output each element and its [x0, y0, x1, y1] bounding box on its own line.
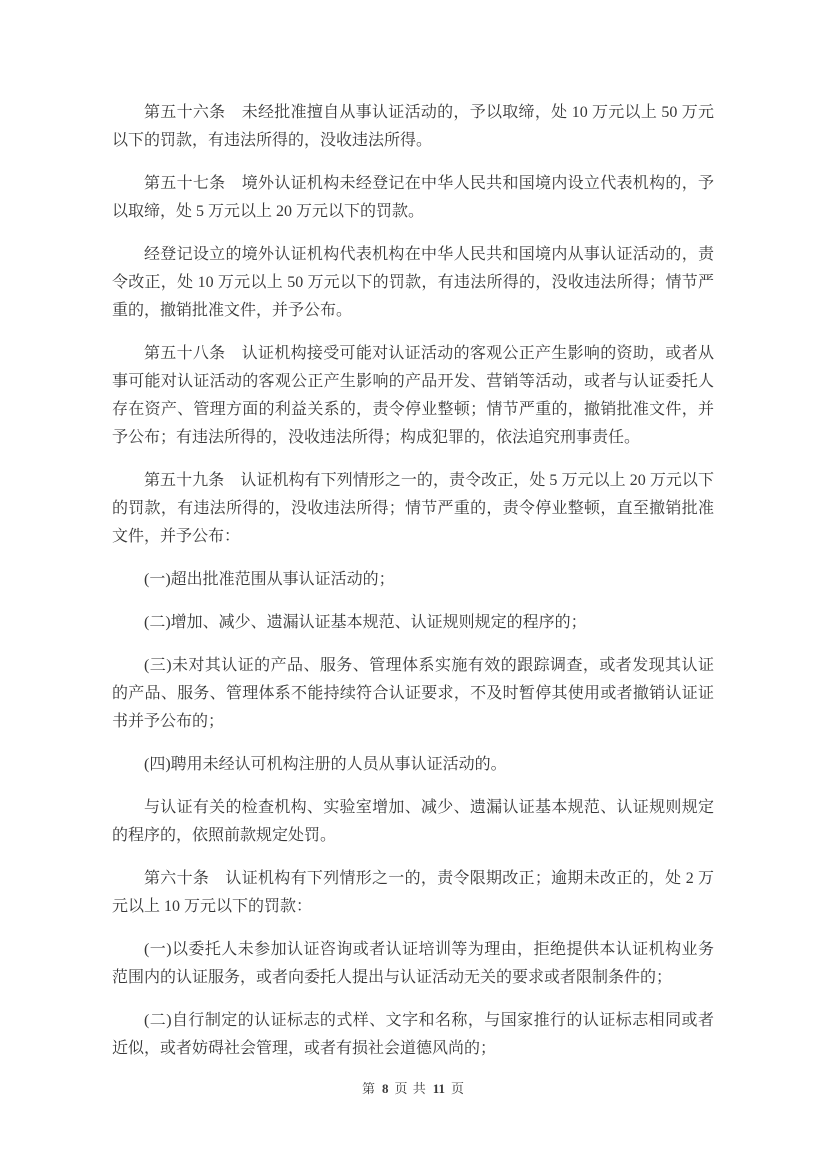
footer-current-page: 8	[381, 1081, 389, 1096]
footer-total-pages: 11	[432, 1081, 446, 1096]
footer-page-suffix: 页	[451, 1081, 466, 1096]
paragraph-article-59: 第五十九条 认证机构有下列情形之一的，责令改正，处 5 万元以上 20 万元以下的罚款，有违法所得的，没收违法所得；情节严重的，责令停业整顿，直至撤销批准文件，并予公布：	[112, 472, 714, 545]
paragraph-article-60-item-2: (二)自行制定的认证标志的式样、文字和名称，与国家推行的认证标志相同或者近似，或者妨碍社会管理，或者有损社会道德风尚的；	[112, 1012, 714, 1057]
paragraph-article-57: 第五十七条 境外认证机构未经登记在中华人民共和国境内设立代表机构的，予以取缔，处 5 万元以上 20 万元以下的罚款。	[112, 175, 714, 220]
paragraph-article-57-para-2: 经登记设立的境外认证机构代表机构在中华人民共和国境内从事认证活动的，责令改正，处 10 万元以上 50 万元以下的罚款，有违法所得的，没收违法所得；情节严重的，撤销批准文件，并予公布。	[112, 246, 714, 319]
paragraph-article-58: 第五十八条 认证机构接受可能对认证活动的客观公正产生影响的资助，或者从事可能对认证活动的客观公正产生影响的产品开发、营销等活动，或者与认证委托人存在资产、管理方面的利益关系的，责令停业整顿；情节严重的，撤销批准文件，并予公布；有违法所得的，没收违法所得；构成犯罪的，依法追究刑事责任。	[112, 345, 714, 446]
paragraph-article-60-item-1: (一)以委托人未参加认证咨询或者认证培训等为理由，拒绝提供本认证机构业务范围内的认证服务，或者向委托人提出与认证活动无关的要求或者限制条件的；	[112, 941, 714, 986]
paragraph-article-56: 第五十六条 未经批准擅自从事认证活动的，予以取缔，处 10 万元以上 50 万元以下的罚款，有违法所得的，没收违法所得。	[112, 104, 714, 149]
footer-pages-middle: 页 共	[394, 1081, 427, 1096]
paragraph-article-60: 第六十条 认证机构有下列情形之一的，责令限期改正；逾期未改正的，处 2 万元以上 10 万元以下的罚款：	[112, 870, 714, 915]
paragraph-article-59-item-2: (二)增加、减少、遗漏认证基本规范、认证规则规定的程序的；	[144, 614, 587, 631]
paragraph-article-59-item-3: (三)未对其认证的产品、服务、管理体系实施有效的跟踪调查，或者发现其认证的产品、服务、管理体系不能持续符合认证要求，不及时暂停其使用或者撤销认证证书并予公布的；	[112, 657, 714, 730]
paragraph-article-59-item-1: (一)超出批准范围从事认证活动的；	[144, 571, 395, 588]
document-body	[112, 99, 714, 1078]
paragraph-article-59-closing: 与认证有关的检查机构、实验室增加、减少、遗漏认证基本规范、认证规则规定的程序的，依照前款规定处罚。	[112, 799, 714, 844]
paragraph-article-59-item-4: (四)聘用未经认可机构注册的人员从事认证活动的。	[144, 756, 507, 773]
page-footer	[0, 1080, 827, 1098]
footer-page-prefix: 第	[361, 1081, 376, 1096]
